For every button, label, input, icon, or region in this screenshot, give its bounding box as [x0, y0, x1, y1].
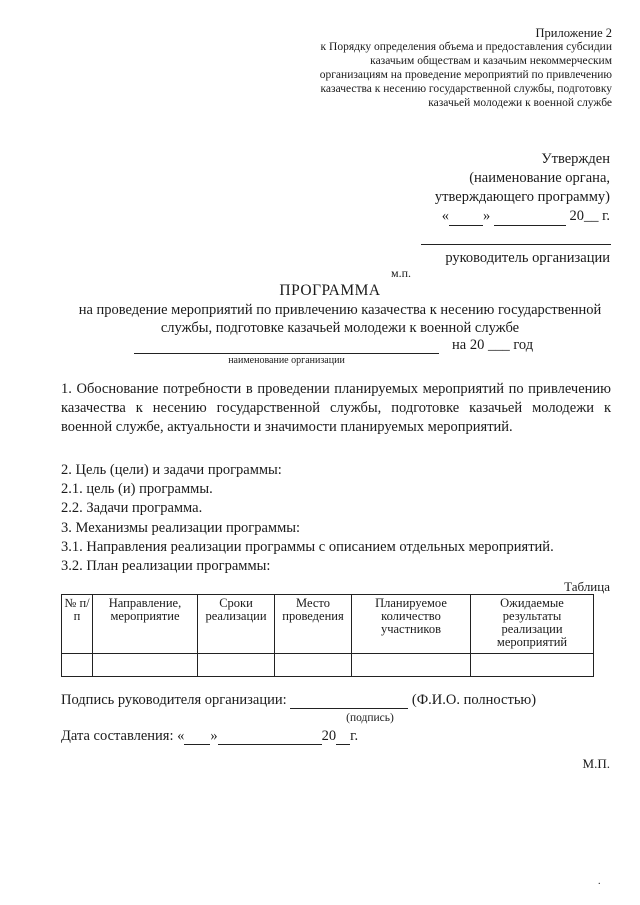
day-blank [449, 225, 483, 226]
month-blank [218, 744, 322, 745]
scan-mark: . [598, 876, 601, 887]
appendix-title: Приложение 2 [535, 26, 612, 40]
approval-authority-line: (наименование органа, [469, 170, 610, 186]
date-label: Дата составления: « [61, 728, 185, 744]
approval-authority-line: утверждающего программу) [434, 189, 610, 205]
year-blank [336, 744, 350, 745]
section-3-title: 3. Механизмы реализации программы: [61, 520, 301, 536]
approval-date [350, 207, 610, 226]
appendix-line: к Порядку определения объема и предоставления субсидии [320, 41, 612, 53]
header-number: № п/п [62, 595, 93, 654]
table-cell[interactable] [93, 654, 198, 677]
section-2-2: 2.2. Задачи программа. [61, 500, 203, 516]
date-row [61, 728, 358, 745]
approval-year: 20__ г. [569, 208, 610, 224]
approval-title: Утвержден [541, 151, 610, 167]
day-blank [184, 744, 210, 745]
table-header-row [62, 595, 594, 654]
appendix-block [252, 26, 612, 110]
quote-close: » [210, 728, 218, 744]
appendix-line: казачества к несению государственной службы, подготовку [320, 83, 612, 95]
table-row [62, 654, 594, 677]
section-3 [61, 519, 611, 576]
section-3-2: 3.2. План реализации программы: [61, 558, 271, 574]
organization-caption: наименование организации [228, 355, 345, 366]
plan-table [61, 594, 594, 677]
signature-row [61, 692, 536, 709]
quote-open: « [441, 208, 449, 224]
table-label: Таблица [564, 579, 610, 594]
section-2 [61, 461, 611, 518]
appendix-line: казачьей молодежи к военной службе [428, 97, 612, 109]
section-2-1: 2.1. цель (и) программы. [61, 481, 213, 497]
signature-fio: (Ф.И.О. полностью) [411, 692, 537, 708]
stamp-placeholder: м.п. [391, 266, 412, 280]
section-3-1: 3.1. Направления реализации программы с описанием отдельных мероприятий. [61, 539, 554, 555]
signature-caption: (подпись) [346, 712, 394, 724]
program-title: ПРОГРАММА [279, 282, 381, 299]
header-place: Место проведения [275, 595, 352, 654]
date-suffix: г. [350, 728, 359, 744]
appendix-line: организациям на проведение мероприятий по привлечению [319, 69, 612, 81]
table-cell[interactable] [62, 654, 93, 677]
quote-close: » [482, 208, 491, 224]
header-direction: Направление, мероприятие [93, 595, 198, 654]
approval-block [350, 150, 610, 226]
appendix-line: казачьим обществам и казачьим некоммерческим [370, 55, 612, 67]
head-signature-label: руководитель организации [445, 250, 610, 266]
header-dates: Сроки реализации [198, 595, 275, 654]
signature-line [421, 244, 611, 245]
table-cell[interactable] [471, 654, 594, 677]
table-cell[interactable] [198, 654, 275, 677]
table-cell[interactable] [275, 654, 352, 677]
program-subtitle: на проведение мероприятий по привлечению казачества к несению государственной службы, подготовке казачьей молодежи к военной службе [78, 302, 602, 336]
section-1: 1. Обоснование потребности в проведении планируемых мероприятий по привлечению казачества к несению государственной службы, подготовке казачьей молодежи к военной службе, актуальности и значимости планируемых мероприятий. [61, 381, 611, 435]
signature-label: Подпись руководителя организации: [61, 692, 287, 708]
section-2-title: 2. Цель (цели) и задачи программы: [61, 462, 282, 478]
organization-name-line [134, 353, 439, 354]
date-year: 20 [321, 728, 337, 744]
stamp-placeholder: М.П. [582, 756, 610, 771]
header-participants: Планируемое количество участников [352, 595, 471, 654]
month-blank [494, 225, 566, 226]
program-year: на 20 ___ год [452, 337, 534, 353]
signature-blank [290, 708, 408, 709]
table-cell[interactable] [352, 654, 471, 677]
header-results: Ожидаемые результаты реализации мероприятий [471, 595, 594, 654]
